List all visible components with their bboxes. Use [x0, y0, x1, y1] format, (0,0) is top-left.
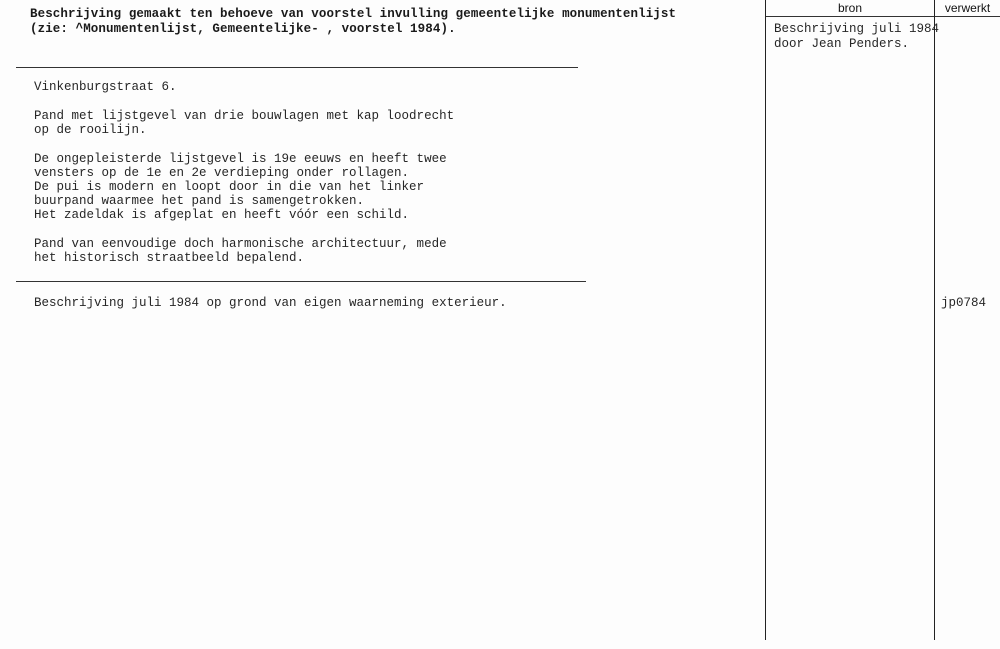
paragraph-2-line-3: De pui is modern en loopt door in die van het linker [34, 180, 425, 194]
paragraph-2-line-2: vensters op de 1e en 2e verdieping onder rollagen. [34, 166, 410, 180]
paragraph-2-line-5: Het zadeldak is afgeplat en heeft vóór een schild. [34, 208, 410, 222]
bron-note-line-2: door Jean Penders. [774, 37, 910, 51]
paragraph-3-line-2: het historisch straatbeeld bepalend. [34, 251, 305, 265]
column-header-verwerkt: verwerkt [944, 1, 991, 15]
verwerkt-column-left-border [934, 0, 935, 640]
description-top-rule [16, 67, 578, 68]
paragraph-1-line-1: Pand met lijstgevel van drie bouwlagen met kap loodrecht [34, 109, 455, 123]
header-line-1: Beschrijving gemaakt ten behoeve van voorstel invulling gemeentelijke monumentenlijst [30, 7, 677, 21]
description-bottom-rule [16, 281, 586, 282]
column-header-divider [766, 16, 1000, 17]
paragraph-3-line-1: Pand van eenvoudige doch harmonische architectuur, mede [34, 237, 447, 251]
address-line: Vinkenburgstraat 6. [34, 80, 177, 94]
bron-note-line-1: Beschrijving juli 1984 [774, 22, 940, 36]
paragraph-2-line-1: De ongepleisterde lijstgevel is 19e eeuws en heeft twee [34, 152, 447, 166]
footer-description-source: Beschrijving juli 1984 op grond van eigen waarneming exterieur. [34, 296, 507, 310]
footer-code: jp0784 [941, 296, 987, 310]
bron-column-left-border [765, 0, 766, 640]
column-header-bron: bron [837, 1, 863, 15]
paragraph-1-line-2: op de rooilijn. [34, 123, 147, 137]
paragraph-2-line-4: buurpand waarmee het pand is samengetrokken. [34, 194, 365, 208]
header-line-2: (zie: ^Monumentenlijst, Gemeentelijke- , voorstel 1984). [30, 22, 456, 36]
